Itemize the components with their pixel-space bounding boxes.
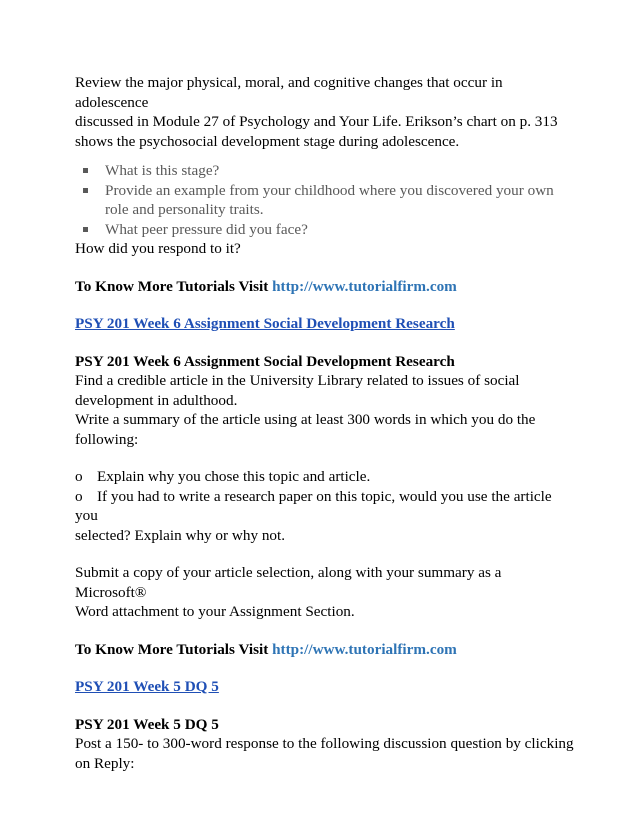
- section-paragraph: [75, 734, 575, 773]
- section-paragraph: [75, 371, 575, 410]
- list-item: [75, 181, 575, 220]
- section-heading: PSY 201 Week 6 Assignment Social Development Research: [75, 352, 455, 370]
- paragraph-line: Submit a copy of your article selection, along with your summary as a Microsoft®: [75, 564, 502, 601]
- list-item: [75, 467, 575, 487]
- list-item-text: role and personality traits.: [105, 201, 264, 218]
- paragraph-line: on Reply:: [75, 754, 135, 772]
- tutorials-url-link[interactable]: http://www.tutorialfirm.com: [272, 640, 457, 658]
- section-link-text[interactable]: PSY 201 Week 6 Assignment Social Development Research: [75, 315, 455, 332]
- section-link-week5-dq5[interactable]: [75, 677, 575, 697]
- list-item-text: Explain why you chose this topic and article.: [97, 468, 371, 485]
- square-bullet-icon: [83, 227, 88, 232]
- list-item: [75, 487, 575, 546]
- paragraph-line: Write a summary of the article using at least 300 words in which you do the: [75, 411, 536, 428]
- list-item-text: Provide an example from your childhood where you discovered your own: [105, 181, 554, 199]
- intro-paragraph: [75, 73, 575, 151]
- tutorials-line: [75, 277, 575, 297]
- tutorials-url-link[interactable]: http://www.tutorialfirm.com: [272, 277, 457, 295]
- paragraph-line: Post a 150- to 300-word response to the following discussion question by clicking: [75, 735, 574, 752]
- intro-line: shows the psychosocial development stage during adolescence.: [75, 132, 460, 150]
- o-marker: o: [75, 487, 83, 505]
- respond-question: How did you respond to it?: [75, 240, 241, 257]
- list-item: [75, 161, 575, 181]
- paragraph-line: development in adulthood.: [75, 391, 238, 409]
- list-item-text: What peer pressure did you face?: [105, 220, 308, 238]
- square-bullet-icon: [83, 188, 88, 193]
- square-bullet-icon: [83, 168, 88, 173]
- document-body: [75, 73, 575, 773]
- intro-line: discussed in Module 27 of Psychology and Your Life. Erikson’s chart on p. 313: [75, 113, 558, 130]
- list-item: [75, 220, 575, 240]
- paragraph-line: Find a credible article in the University Library related to issues of social: [75, 372, 520, 389]
- question-list: [75, 161, 575, 239]
- list-item-text: selected? Explain why or why not.: [75, 526, 286, 544]
- paragraph-line: following:: [75, 430, 139, 448]
- list-item-text: If you had to write a research paper on this topic, would you use the article you: [75, 487, 552, 524]
- o-marker: o: [75, 468, 83, 485]
- section-paragraph: [75, 410, 575, 449]
- list-item-text: What is this stage?: [105, 162, 220, 179]
- paragraph-line: Word attachment to your Assignment Section.: [75, 603, 355, 620]
- section-heading: PSY 201 Week 5 DQ 5: [75, 715, 219, 733]
- section-link-text[interactable]: PSY 201 Week 5 DQ 5: [75, 678, 219, 695]
- tutorials-label: To Know More Tutorials Visit: [75, 277, 269, 295]
- intro-line: Review the major physical, moral, and cognitive changes that occur in adolescence: [75, 74, 503, 111]
- tutorials-label: To Know More Tutorials Visit: [75, 640, 269, 658]
- tutorials-line: [75, 640, 575, 660]
- submit-paragraph: [75, 563, 575, 622]
- section-link-week6-assignment[interactable]: [75, 314, 575, 334]
